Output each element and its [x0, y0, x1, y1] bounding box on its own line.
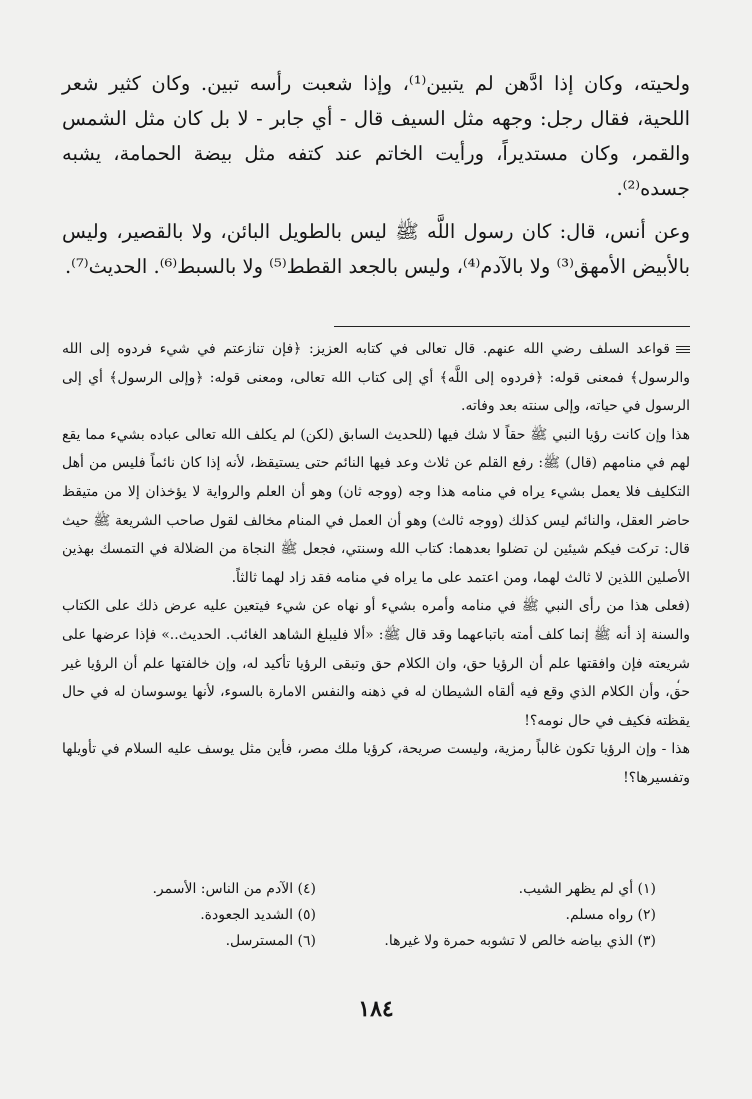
commentary-paragraph-4: هذا - وإن الرؤيا تكون غالباً رمزية، وليست صريحة، كرؤيا ملك مصر، فأين مثل يوسف عليه السلام في تأويلها وتفسيرها؟!	[62, 741, 690, 786]
page-number: ١٨٤	[358, 996, 394, 1022]
footnote-1: (١) أي لم يظهر الشيب.	[518, 881, 656, 897]
commentary-block	[62, 335, 690, 793]
main-paragraph-2: وعن أنس، قال: كان رسول اللَّه ﷺ ليس بالطويل البائن، ولا بالقصير، وليس بالأبيض الأمهق⁽³⁾ ولا بالآدم⁽⁴⁾، وليس بالجعد القطط⁽⁵⁾ ولا بالسبط⁽⁶⁾. الحديث⁽⁷⁾.	[62, 220, 690, 278]
footnote-divider	[334, 326, 690, 327]
note-marker-icon	[676, 344, 690, 355]
main-text	[62, 66, 690, 284]
footnote-3: (٣) الذي بياضه خالص لا تشوبه حمرة ولا غيرها.	[384, 933, 656, 949]
footnote-5: (٥) الشديد الجعودة.	[200, 907, 316, 923]
margin-mark: ،	[676, 671, 681, 687]
footnote-4: (٤) الآدم من الناس: الأسمر.	[152, 881, 316, 897]
commentary-paragraph-3: (فعلى هذا من رأى النبي ﷺ في منامه وأمره بشيء أو نهاه عن شيء فيتعين عليه عرض ذلك على الكتاب والسنة إذ أنه ﷺ إنما كلف أمته باتباعهما وقد قال ﷺ: «ألا فليبلغ الشاهد الغائب. الحديث..» فإذا عرضها على شريعته فإن وافقتها علم أن الرؤيا حق، وان الكلام حق وتبقى الرؤيا تأكيد له، وإن خالفتها علم أن الرؤيا غير حق، وأن الكلام الذي وقع فيه ألقاه الشيطان له في ذهنه والنفس الامارة بالسوء، لأنها يوسوسان له في حال يقظته فكيف في حال نومه؟!	[62, 598, 690, 729]
footnote-6: (٦) المسترسل.	[225, 933, 316, 949]
commentary-paragraph-1: قواعد السلف رضي الله عنهم. قال تعالى في كتابه العزيز: ﴿فإن تنازعتم في شيء فردوه إلى الله والرسول﴾ فمعنى قوله: ﴿فردوه إلى اللَّه﴾ أي إلى كتاب الله تعالى، ومعنى قوله: ﴿وإلى الرسول﴾ أي إلى الرسول في حياته، وإلى سنته بعد وفاته.	[62, 341, 690, 415]
commentary-paragraph-2: هذا وإن كانت رؤيا النبي ﷺ حقاً لا شك فيها (للحديث السابق (لكن) لم يكلف الله تعالى عباده بشيء مما يقع لهم في منامهم (قال) ﷺ: رفع القلم عن ثلاث وعد فيها النائم حتى يستيقظ، لأنه إذا كان نائماً فليس من أهل التكليف فلا يعمل بشيء يراه في منامه هذا وجه (ووجه ثان) وهو أن العلم والرواية لا يؤخذان إلا من متيقظ حاضر العقل، والنائم ليس كذلك (ووجه ثالث) وهو أن العمل في المنام مخالف لقول صاحب الشريعة ﷺ حيث قال: تركت فيكم شيئين لن تضلوا بعدهما: كتاب الله وسنتي، فجعل ﷺ النجاة من الضلالة في التمسك بهذين الأصلين اللذين لا ثالث لهما، ومن اعتمد على ما يراه في منامه فقد زاد لهما ثالثاً.	[62, 426, 690, 586]
footnote-2: (٢) رواه مسلم.	[565, 907, 656, 923]
main-paragraph-1: ولحيته، وكان إذا ادَّهن لم يتبين⁽¹⁾، وإذا شعبت رأسه تبين. وكان كثير شعر اللحية، فقال رجل: وجهه مثل السيف قال - أي جابر - لا بل كان مثل الشمس والقمر، وكان مستديراً، ورأيت الخاتم عند كتفه مثل بيضة الحمامة، يشبه جسده⁽²⁾.	[62, 72, 690, 200]
